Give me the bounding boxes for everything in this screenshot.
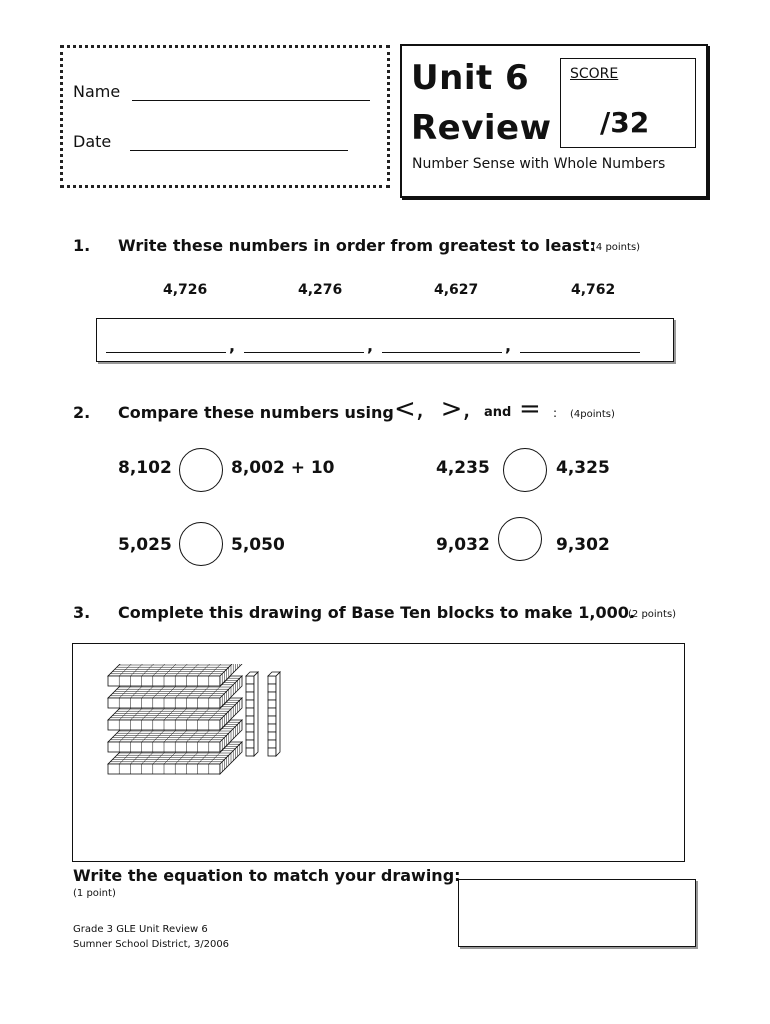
ten-rod — [268, 672, 280, 756]
compare-right: 4,325 — [556, 458, 610, 478]
equation-points: (1 point) — [73, 888, 116, 899]
q2-points: (4points) — [570, 409, 615, 420]
q3-points: (2 points) — [628, 609, 677, 620]
name-field[interactable] — [132, 100, 370, 101]
base-ten-blocks — [100, 664, 320, 814]
compare-right: 9,302 — [556, 535, 610, 555]
ten-rod — [246, 672, 258, 756]
equation-answer-box[interactable] — [458, 879, 696, 947]
q1-comma: , — [367, 336, 374, 355]
q1-number: 1. — [73, 236, 91, 255]
compare-left: 9,032 — [436, 535, 490, 555]
equation-prompt: Write the equation to match your drawing: — [73, 866, 461, 885]
date-label: Date — [73, 132, 112, 151]
subtitle: Number Sense with Whole Numbers — [412, 156, 666, 172]
student-info-box — [60, 45, 390, 188]
q2-number: 2. — [73, 403, 91, 422]
q1-blank-2[interactable] — [244, 352, 364, 353]
date-field[interactable] — [130, 150, 348, 151]
q1-blank-1[interactable] — [106, 352, 226, 353]
q1-comma: , — [229, 336, 236, 355]
compare-circle[interactable] — [503, 448, 547, 492]
compare-circle[interactable] — [179, 448, 223, 492]
compare-left: 8,102 — [118, 458, 172, 478]
q1-number-item: 4,276 — [298, 282, 343, 298]
q1-number-item: 4,627 — [434, 282, 479, 298]
compare-circle[interactable] — [179, 522, 223, 566]
q1-answer-box — [96, 318, 674, 362]
compare-circle[interactable] — [498, 517, 542, 561]
q3-text: Complete this drawing of Base Ten blocks to make 1,000. — [118, 603, 635, 622]
hundred-flat — [108, 664, 242, 686]
compare-right: 5,050 — [231, 535, 285, 555]
footer-line-2: Sumner School District, 3/2006 — [73, 939, 230, 950]
q2-symbols: <, >, — [394, 394, 471, 424]
q1-comma: , — [505, 336, 512, 355]
name-label: Name — [73, 82, 121, 101]
q2-colon: : — [553, 406, 558, 420]
q1-points: (4 points) — [592, 242, 641, 253]
tens-rods — [246, 672, 280, 756]
compare-left: 4,235 — [436, 458, 490, 478]
q2-equals: = — [519, 394, 541, 424]
score-label: SCORE — [570, 66, 619, 82]
q1-number-item: 4,762 — [571, 282, 616, 298]
compare-right: 8,002 + 10 — [231, 458, 335, 478]
hundreds-flats — [108, 664, 242, 774]
score-total: /32 — [600, 106, 650, 139]
q1-number-item: 4,726 — [163, 282, 208, 298]
q2-text: Compare these numbers using — [118, 403, 394, 422]
title-unit: Unit 6 — [411, 58, 530, 98]
footer-line-1: Grade 3 GLE Unit Review 6 — [73, 924, 208, 935]
q2-and: and — [484, 405, 512, 420]
q3-number: 3. — [73, 603, 91, 622]
q1-text: Write these numbers in order from greatest to least: — [118, 236, 596, 255]
q1-blank-4[interactable] — [520, 352, 640, 353]
compare-left: 5,025 — [118, 535, 172, 555]
title-review: Review — [411, 108, 552, 148]
q1-blank-3[interactable] — [382, 352, 502, 353]
